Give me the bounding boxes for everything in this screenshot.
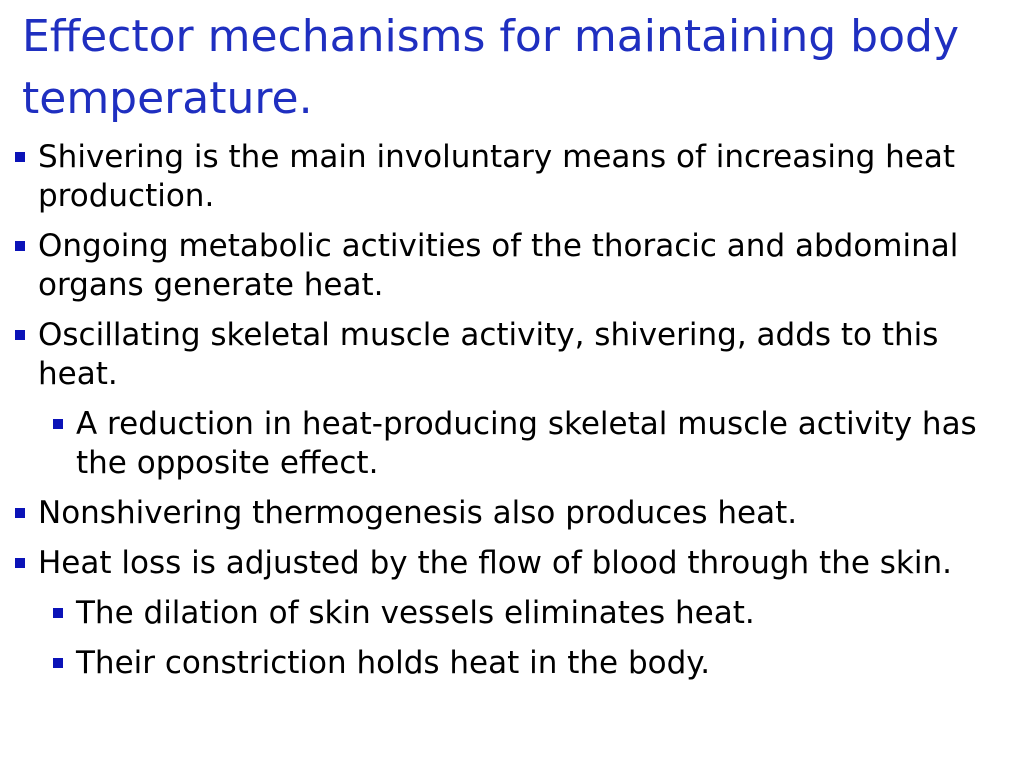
square-bullet-icon: [53, 658, 63, 668]
sub-bullet-item: [0, 405, 996, 483]
square-bullet-icon: [15, 330, 25, 340]
square-bullet-icon: [53, 608, 63, 618]
slide-title: Effector mechanisms for maintaining body temperature.: [22, 11, 959, 124]
bullet-item: [0, 227, 998, 305]
bullet-item: [0, 494, 998, 533]
square-bullet-icon: [15, 152, 25, 162]
square-bullet-icon: [15, 508, 25, 518]
bullet-list: [0, 138, 1010, 694]
sub-bullet-text: Their constriction holds heat in the body.: [76, 645, 711, 681]
bullet-text: Nonshivering thermogenesis also produces heat.: [38, 495, 798, 531]
bullet-item: [0, 316, 998, 394]
bullet-text: Heat loss is adjusted by the flow of blood through the skin.: [38, 545, 952, 581]
bullet-item: [0, 544, 998, 583]
sub-bullet-text: The dilation of skin vessels eliminates heat.: [76, 595, 755, 631]
sub-bullet-item: [0, 594, 996, 633]
bullet-text: Shivering is the main involuntary means of increasing heat production.: [38, 139, 956, 214]
sub-bullet-text: A reduction in heat-producing skeletal muscle activity has the opposite effect.: [76, 406, 977, 481]
square-bullet-icon: [53, 419, 63, 429]
bullet-item: [0, 138, 998, 216]
square-bullet-icon: [15, 241, 25, 251]
sub-bullet-item: [0, 644, 996, 683]
square-bullet-icon: [15, 558, 25, 568]
bullet-text: Ongoing metabolic activities of the thoracic and abdominal organs generate heat.: [38, 228, 959, 303]
bullet-text: Oscillating skeletal muscle activity, shivering, adds to this heat.: [38, 317, 939, 392]
